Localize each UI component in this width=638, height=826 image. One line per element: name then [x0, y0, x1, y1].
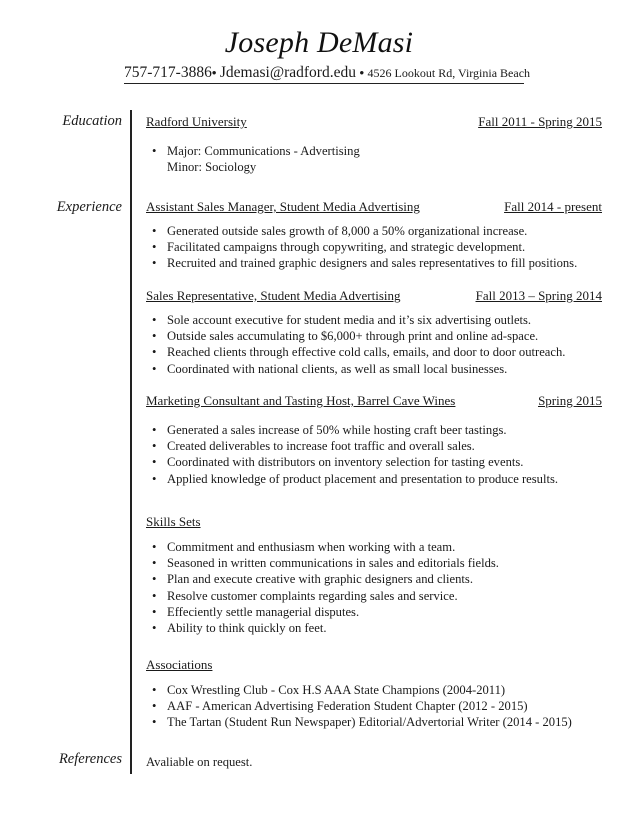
- list-item: • Commitment and enthusiasm when working with a team.: [152, 539, 499, 555]
- list-item: • Facilitated campaigns through copywriting, and strategic development.: [152, 239, 577, 255]
- list-item: • Sole account executive for student media and it’s six advertising outlets.: [152, 312, 565, 328]
- associations-heading: Associations: [146, 657, 213, 672]
- education-row: [146, 114, 602, 130]
- contact-line: [124, 64, 531, 84]
- email-address: Jdemasi@radford.edu: [219, 64, 356, 81]
- list-item: • Generated a sales increase of 50% while hosting craft beer tastings.: [152, 422, 558, 438]
- job-title: Marketing Consultant and Tasting Host, Barrel Cave Wines: [146, 393, 456, 408]
- associations-list: [152, 682, 572, 731]
- job-header: [146, 199, 602, 215]
- list-item: • Major: Communications - Advertising: [152, 143, 360, 159]
- resume-name: Joseph DeMasi: [224, 26, 414, 59]
- job-dates: Fall 2014 - present: [504, 199, 602, 214]
- job-header: [146, 393, 602, 409]
- list-item: • Cox Wrestling Club - Cox H.S AAA State Champions (2004-2011): [152, 682, 572, 698]
- list-item: • Coordinated with distributors on inventory selection for tasting events.: [152, 454, 558, 470]
- separator-dot: •: [359, 65, 365, 80]
- experience-label: Experience: [56, 199, 122, 215]
- job-title: Sales Representative, Student Media Advertising: [146, 288, 401, 303]
- school-name: Radford University: [146, 114, 247, 129]
- list-item: • Plan and execute creative with graphic designers and clients.: [152, 571, 499, 587]
- education-label: Education: [62, 113, 122, 129]
- section-divider-line: [130, 110, 132, 774]
- list-item: • AAF - American Advertising Federation Student Chapter (2012 - 2015): [152, 698, 572, 714]
- job-title: Assistant Sales Manager, Student Media Advertising: [146, 199, 420, 214]
- list-item: • Effeciently settle managerial disputes.: [152, 604, 499, 620]
- phone-number: 757-717-3886: [124, 64, 212, 81]
- list-item: • Outside sales accumulating to $6,000+ through print and online ad-space.: [152, 328, 565, 344]
- job-header: [146, 288, 602, 304]
- list-item: • Recruited and trained graphic designers and sales representatives to fill positions.: [152, 255, 577, 271]
- skills-heading: Skills Sets: [146, 514, 201, 529]
- list-item: • Ability to think quickly on feet.: [152, 620, 499, 636]
- list-item: • The Tartan (Student Run Newspaper) Editorial/Advertorial Writer (2014 - 2015): [152, 714, 572, 730]
- minor-text: Minor: Sociology: [167, 160, 257, 174]
- list-item: • Seasoned in written communications in sales and editorials fields.: [152, 555, 499, 571]
- list-item: • Generated outside sales growth of 8,000 a 50% organizational increase.: [152, 223, 577, 239]
- references-label: References: [58, 751, 122, 767]
- job-dates: Fall 2013 – Spring 2014: [475, 288, 602, 303]
- education-details: [152, 143, 360, 159]
- list-item: • Coordinated with national clients, as well as small local businesses.: [152, 361, 565, 377]
- skills-list: [152, 539, 499, 636]
- list-item: • Reached clients through effective cold calls, emails, and door to door outreach.: [152, 344, 565, 360]
- job-bullets: [152, 223, 577, 272]
- separator-dot: •: [211, 65, 217, 80]
- job-dates: Spring 2015: [538, 393, 602, 408]
- list-item: • Resolve customer complaints regarding sales and service.: [152, 588, 499, 604]
- street-address: 4526 Lookout Rd, Virginia Beach: [367, 66, 531, 80]
- education-dates: Fall 2011 - Spring 2015: [478, 114, 602, 129]
- job-bullets: [152, 422, 558, 487]
- references-text: Avaliable on request.: [146, 755, 253, 769]
- list-item: • Applied knowledge of product placement and presentation to produce results.: [152, 471, 558, 487]
- list-item: • Created deliverables to increase foot traffic and overall sales.: [152, 438, 558, 454]
- job-bullets: [152, 312, 565, 377]
